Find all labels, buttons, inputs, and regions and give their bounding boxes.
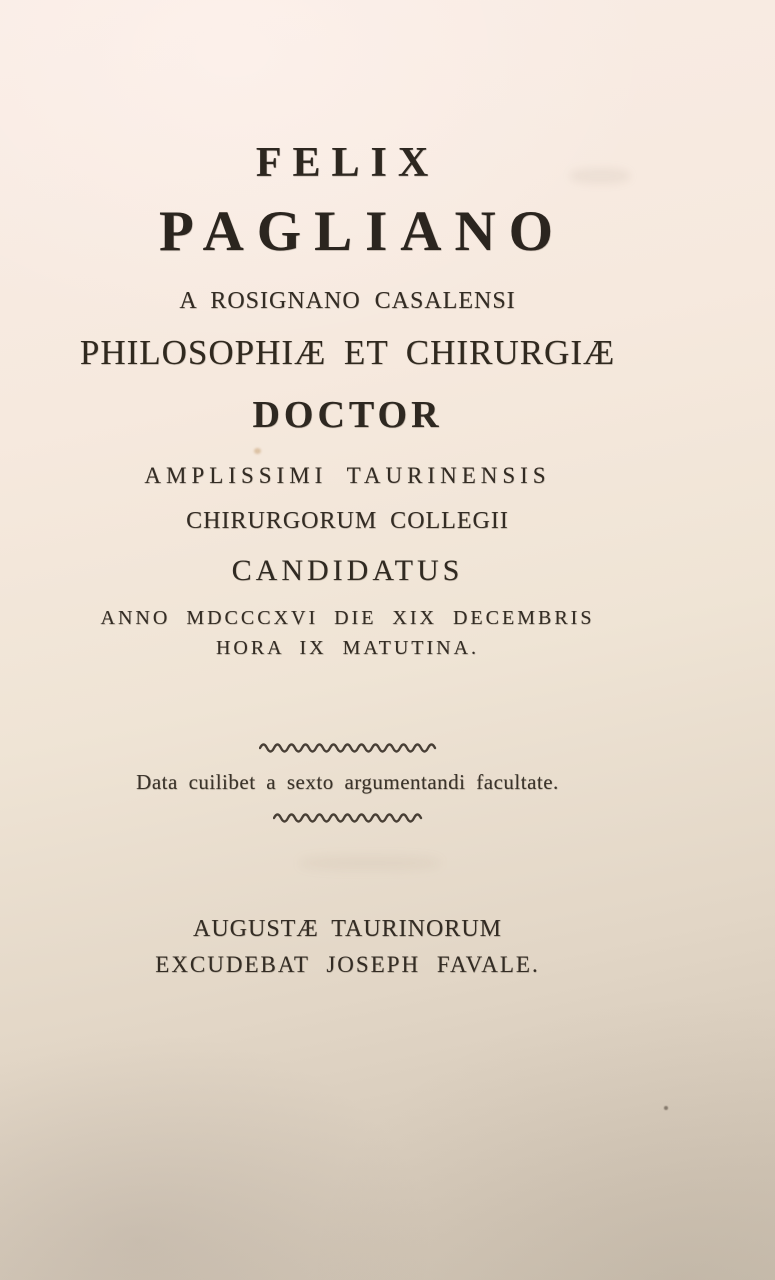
- date-line-1: ANNO MDCCCXVI DIE XIX DECEMBRIS: [100, 607, 595, 629]
- college-line-2: CHIRURGORUM COLLEGII: [186, 508, 509, 534]
- doctor-line: DOCTOR: [252, 394, 443, 436]
- college-line-1: AMPLISSIMI TAURINENSIS: [144, 463, 551, 488]
- imprint-printer-line: EXCUDEBAT JOSEPH FAVALE.: [155, 952, 540, 977]
- date-line-2: HORA IX MATUTINA.: [215, 637, 480, 659]
- imprint-city-line: AUGUSTÆ TAURINORUM: [193, 916, 502, 942]
- wavy-rule-icon: [0, 740, 695, 758]
- candidatus-line: CANDIDATUS: [231, 554, 464, 587]
- origin-line: A ROSIGNANO CASALENSI: [179, 288, 516, 314]
- title-forename: FELIX: [255, 140, 440, 186]
- title-surname: PAGLIANO: [159, 200, 566, 263]
- degrees-line: PHILOSOPHIÆ ET CHIRURGIÆ: [79, 333, 616, 372]
- note-line: Data cuilibet a sexto argumentandi facultate.: [136, 770, 559, 794]
- foxing-spot: [254, 448, 261, 454]
- show-through-ghost: [300, 856, 440, 870]
- wavy-rule-icon: [0, 810, 695, 828]
- foxing-spot: [664, 1106, 668, 1110]
